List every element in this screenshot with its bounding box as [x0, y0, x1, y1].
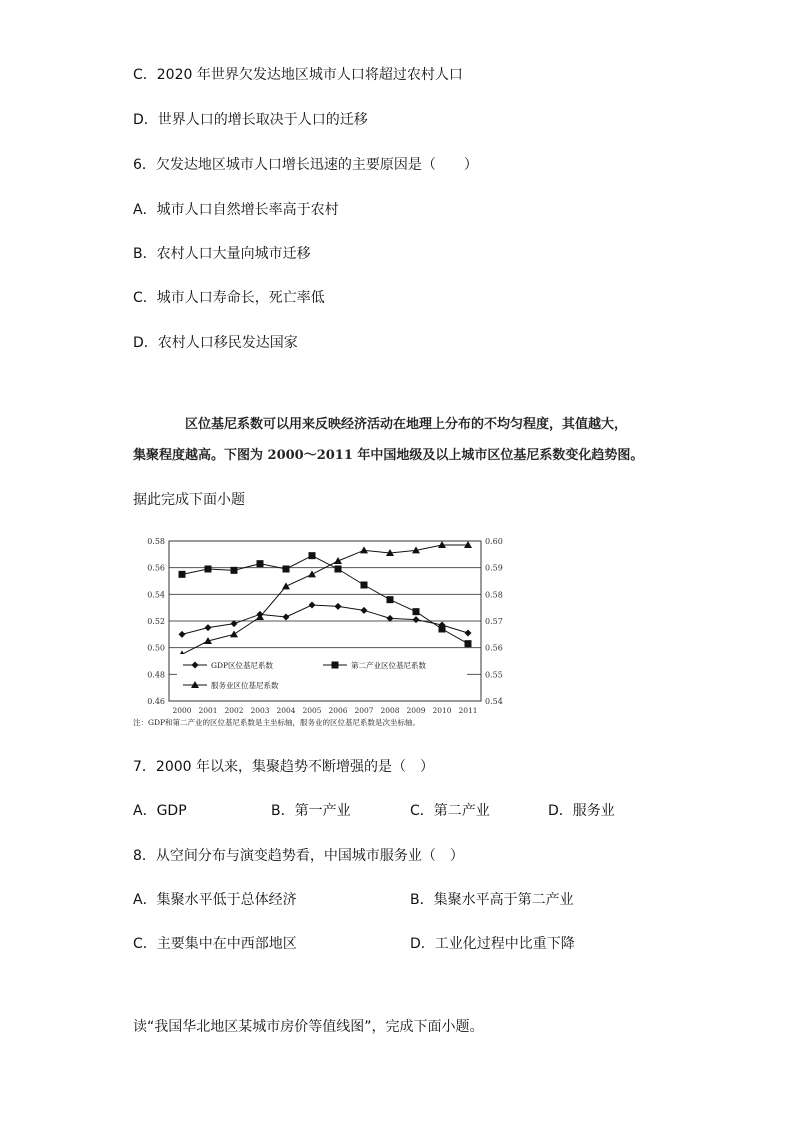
- data-point-square: [335, 566, 342, 573]
- right-axis-tick-label: 0.56: [485, 643, 503, 653]
- legend-label: GDP区位基尼系数: [211, 661, 274, 670]
- right-axis-tick-label: 0.54: [485, 697, 503, 706]
- x-axis-tick-label: 2009: [406, 706, 426, 715]
- data-point-square: [465, 640, 472, 647]
- q7-option-c: C．第二产业: [410, 803, 490, 819]
- data-point-diamond: [283, 614, 290, 621]
- right-axis-tick-label: 0.60: [485, 537, 503, 546]
- gini-line-chart: [133, 528, 533, 733]
- left-axis-tick-label: 0.48: [147, 670, 165, 680]
- q6-stem: 6．欠发达地区城市人口增长迅速的主要原因是（ ）: [133, 157, 478, 173]
- data-point-square: [439, 626, 446, 633]
- passage-line-2: 集聚程度越高。下图为 2000～2011 年中国地级及以上城市区位基尼系数变化趋势图。: [133, 448, 644, 463]
- next-section-prompt: 读“我国华北地区某城市房价等值线图”，完成下面小题。: [133, 1019, 484, 1035]
- data-point-square: [257, 560, 264, 567]
- q8-option-a: A．集聚水平低于总体经济: [133, 892, 297, 908]
- legend-label: 第二产业区位基尼系数: [351, 661, 426, 670]
- series-line-triangle: [182, 545, 468, 654]
- left-axis-tick-label: 0.50: [147, 643, 165, 653]
- x-axis-tick-label: 2010: [432, 706, 452, 715]
- q6-option-c: C．城市人口寿命长，死亡率低: [133, 290, 325, 306]
- x-axis-tick-label: 2002: [224, 706, 244, 715]
- q5-option-c: C．2020 年世界欠发达地区城市人口将超过农村人口: [133, 67, 463, 83]
- data-point-diamond: [309, 602, 316, 609]
- q6-option-d: D．农村人口移民发达国家: [133, 335, 298, 351]
- q6-option-a: A．城市人口自然增长率高于农村: [133, 202, 339, 218]
- data-point-square: [283, 566, 290, 573]
- data-point-diamond: [361, 607, 368, 614]
- q5-option-d: D．世界人口的增长取决于人口的迁移: [133, 112, 368, 128]
- series-line-diamond: [182, 605, 468, 634]
- data-point-triangle: [230, 630, 238, 637]
- q7-stem: 7．2000 年以来，集聚趋势不断增强的是（ ）: [133, 759, 434, 775]
- data-point-triangle: [282, 582, 290, 589]
- x-axis-tick-label: 2000: [172, 706, 192, 715]
- left-axis-tick-label: 0.54: [147, 590, 165, 600]
- data-point-square: [231, 567, 238, 574]
- q8-option-c: C．主要集中在中西部地区: [133, 936, 297, 952]
- q7-option-a: A．GDP: [133, 803, 187, 819]
- data-point-square: [361, 582, 368, 589]
- data-point-square: [413, 608, 420, 615]
- data-point-diamond: [465, 630, 472, 637]
- data-point-diamond: [205, 624, 212, 631]
- legend-marker-square: [332, 662, 339, 669]
- q8-stem: 8．从空间分布与演变趋势看，中国城市服务业（ ）: [133, 848, 464, 864]
- left-axis-tick-label: 0.52: [147, 617, 165, 626]
- left-axis-tick-label: 0.58: [147, 537, 165, 546]
- data-point-triangle: [334, 557, 342, 564]
- right-axis-tick-label: 0.55: [485, 670, 503, 680]
- x-axis-tick-label: 2004: [276, 706, 296, 715]
- left-axis-tick-label: 0.46: [147, 697, 165, 706]
- q7-option-d: D．服务业: [548, 803, 615, 819]
- x-axis-tick-label: 2001: [198, 706, 218, 715]
- x-axis-tick-label: 2003: [250, 706, 270, 715]
- right-axis-tick-label: 0.57: [485, 617, 503, 626]
- data-point-square: [205, 566, 212, 573]
- passage-line-1: 区位基尼系数可以用来反映经济活动在地理上分布的不均匀程度，其值越大，: [185, 417, 628, 432]
- x-axis-tick-label: 2007: [354, 706, 374, 715]
- data-point-diamond: [335, 603, 342, 610]
- legend-label: 服务业区位基尼系数: [211, 681, 279, 690]
- data-point-triangle: [308, 570, 316, 577]
- right-axis-tick-label: 0.59: [485, 563, 503, 573]
- data-point-diamond: [413, 616, 420, 623]
- x-axis-tick-label: 2011: [458, 706, 478, 715]
- x-axis-tick-label: 2006: [328, 706, 348, 715]
- x-axis-tick-label: 2008: [380, 706, 400, 715]
- data-point-square: [387, 596, 394, 603]
- q8-option-d: D．工业化过程中比重下降: [410, 936, 575, 952]
- data-point-square: [309, 552, 316, 559]
- passage-instruction: 据此完成下面小题: [133, 492, 245, 508]
- data-point-square: [179, 571, 186, 578]
- data-point-triangle: [360, 546, 368, 553]
- x-axis-tick-label: 2005: [302, 706, 322, 715]
- q7-option-b: B．第一产业: [271, 803, 351, 819]
- left-axis-tick-label: 0.56: [147, 563, 165, 573]
- right-axis-tick-label: 0.58: [485, 590, 503, 600]
- q6-option-b: B．农村人口大量向城市迁移: [133, 246, 311, 262]
- series-line-square: [182, 556, 468, 644]
- data-point-diamond: [179, 631, 186, 638]
- q8-option-b: B．集聚水平高于第二产业: [410, 892, 574, 908]
- chart-note: 注：GDP和第二产业的区位基尼系数是主坐标轴，服务业的区位基尼系数是次坐标轴。: [133, 718, 421, 727]
